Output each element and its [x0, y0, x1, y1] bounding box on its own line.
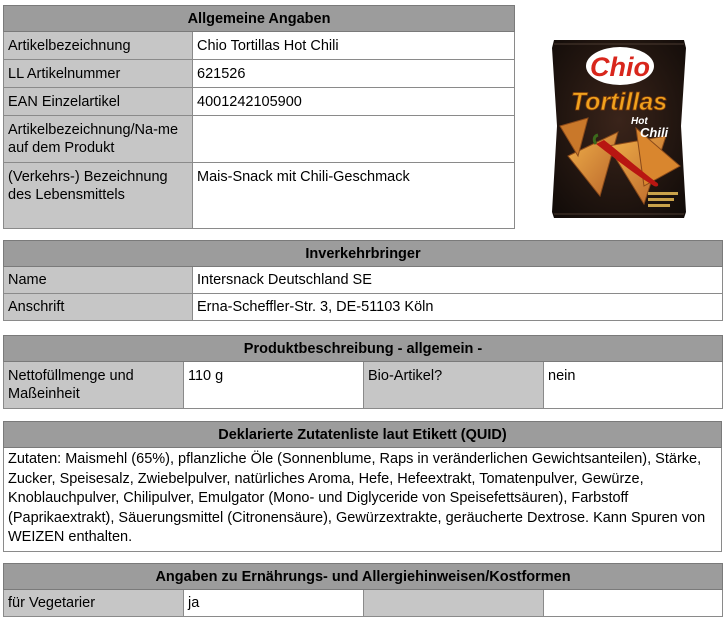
net-quantity-label: Nettofüllmenge und Maßeinheit — [4, 362, 184, 409]
product-label-name-label: Artikelbezeichnung/Na-me auf dem Produkt — [4, 116, 193, 163]
distributor-section — [3, 240, 722, 321]
variant-chili-text: Chili — [640, 125, 669, 140]
distributor-table — [3, 240, 723, 321]
distributor-address-label: Anschrift — [4, 294, 193, 321]
ean-label: EAN Einzelartikel — [4, 88, 193, 116]
empty-cell — [364, 590, 544, 617]
distributor-name-value: Intersnack Deutschland SE — [193, 267, 723, 294]
organic-label: Bio-Artikel? — [364, 362, 544, 409]
vegetarian-label: für Vegetarier — [4, 590, 184, 617]
empty-cell — [544, 590, 723, 617]
distributor-name-label: Name — [4, 267, 193, 294]
ingredients-text: Zutaten: Maismehl (65%), pflanzliche Öle (Sonnenblume, Raps in veränderlichen Gewichtsanteilen), Stärke, Zucker, Speisesalz, Zwiebelpulver, natürliches Aroma, Hefe, Hefeextrakt, Tomatenpulver, Gewürze, Knoblauchpulver, Chilipulver, Emulgator (Mono- und Diglyceride von Speisefettsäuren), Farbstoff (Paprikaextrakt), Säuerungsmittel (Citronensäure), Gewürzextrakte, geräucherte Dextrose. Kann Spuren von WEIZEN enthalten. — [4, 448, 722, 552]
article-name-label: Artikelbezeichnung — [4, 32, 193, 60]
ingredients-header: Deklarierte Zutatenliste laut Etikett (QUID) — [4, 422, 722, 448]
general-table — [3, 5, 515, 229]
product-label-name-value — [193, 116, 515, 163]
general-section — [3, 5, 514, 229]
ean-value: 4001242105900 — [193, 88, 515, 116]
general-header: Allgemeine Angaben — [4, 6, 515, 32]
variant-hot-text: Hot — [631, 116, 648, 127]
nutrition-header: Angaben zu Ernährungs- und Allergiehinweisen/Kostformen — [4, 564, 723, 590]
article-number-value: 621526 — [193, 60, 515, 88]
chio-logo-text: Chio — [590, 52, 650, 82]
chip-bag-illustration — [548, 36, 690, 220]
vegetarian-value: ja — [184, 590, 364, 617]
article-name-value: Chio Tortillas Hot Chili — [193, 32, 515, 60]
ingredients-table — [3, 421, 722, 552]
distributor-header: Inverkehrbringer — [4, 241, 723, 267]
product-image — [548, 36, 690, 220]
organic-value: nein — [544, 362, 723, 409]
tortillas-text: Tortillas — [570, 88, 668, 116]
ingredients-section — [3, 421, 722, 552]
description-section — [3, 335, 722, 409]
nutrition-section — [3, 563, 722, 617]
description-header: Produktbeschreibung - allgemein - — [4, 336, 723, 362]
food-designation-label: (Verkehrs-) Bezeichnung des Lebensmittels — [4, 163, 193, 229]
article-number-label: LL Artikelnummer — [4, 60, 193, 88]
description-table — [3, 335, 723, 409]
nutrition-table — [3, 563, 723, 617]
food-designation-value: Mais-Snack mit Chili-Geschmack — [193, 163, 515, 229]
net-quantity-value: 110 g — [184, 362, 364, 409]
distributor-address-value: Erna-Scheffler-Str. 3, DE-51103 Köln — [193, 294, 723, 321]
